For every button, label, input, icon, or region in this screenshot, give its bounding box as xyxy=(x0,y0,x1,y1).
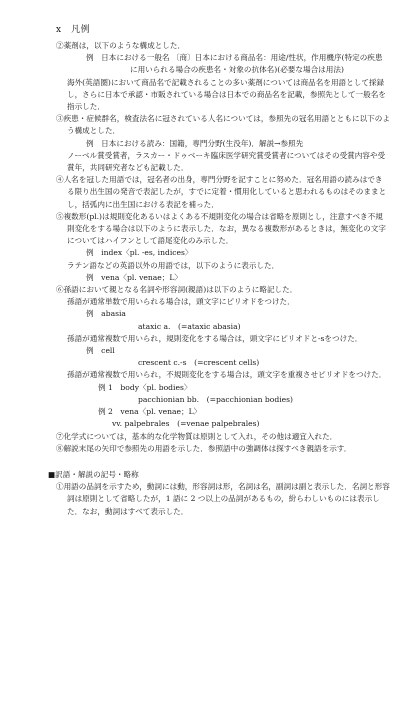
page-content xyxy=(48,40,390,518)
text-paragraph: ①用語の品詞を示すため，動詞には動，形容詞は形，名詞は名，副詞は副と表示した．名詞と形容詞は原則として省略したが，1 語に 2 つ以上の品詞があるもの，紛らわしいものには表示した．なお，動詞はすべて表示した． xyxy=(56,482,390,516)
text-paragraph: crescent c.-s (=crescent cells) xyxy=(138,358,260,368)
page-header: x 凡例 xyxy=(56,25,91,35)
text-paragraph: 例 index〈pl. -es, indices〉 xyxy=(86,248,193,258)
text-paragraph: ラテン語などの英語以外の用語では，以下のように表示した． xyxy=(67,260,280,270)
text-paragraph: 例 vena〈pl. venae；L〉 xyxy=(86,272,183,282)
section-heading: ■訳語・解説の記号・略称 xyxy=(48,469,139,479)
text-paragraph: ⑦化学式については，基本的な化学物質は原則として入れ，その他は適宜入れた． xyxy=(56,431,338,441)
text-paragraph: ataxic a. (=ataxic abasia) xyxy=(138,321,241,331)
text-paragraph: 例 2 vena〈pl. venae；L〉 xyxy=(98,407,202,417)
text-paragraph: 例 日本における一般名 〔商〕日本における商品名：用途/性状，作用機序(特定の疾患に用いられる場合の疾患名・対象の抗体名)(必要な場合は用法) xyxy=(86,53,383,75)
section-body-text xyxy=(56,481,390,518)
text-paragraph: 例 日本における読み：国籍，専門分野(生没年)．解説→参照先 xyxy=(86,138,304,148)
text-paragraph: 海外(英語圏)において商品名で記載されることの多い薬剤については商品名を用語として採録し，さらに日本で承認・市販されている場合は日本での商品名を記載，参照先として一般名を指示した． xyxy=(67,77,386,112)
text-paragraph: ③疾患・症候群名，検査法名に冠されている人名については，参照先の冠名用語とともに以下のよう構成とした． xyxy=(56,114,390,136)
text-paragraph: pacchionian bb. (=pacchionian bodies) xyxy=(138,394,294,404)
text-paragraph: 孫語が通常複数で用いられ，不規則変化をする場合は，頭文字を重複させピリオドをつけた． xyxy=(67,370,387,380)
text-paragraph: 孫語が通常複数で用いられ，規則変化をする場合は，頭文字にピリオドと-sをつけた． xyxy=(67,333,363,343)
text-paragraph: 例 1 body〈pl. bodies〉 xyxy=(98,382,192,392)
text-paragraph: ⑧解説末尾の矢印で参照先の用語を示した．参照語中の強調体は探すべき親語を示す． xyxy=(56,443,352,453)
text-paragraph: vv. palpebrales (=venae palpebrales) xyxy=(112,419,260,429)
text-paragraph: ⑤複数形(pl.)は規則変化あるいはよくある不規則変化の場合は省略を原則とし，注意すべき不規則変化をする場合は以下のように表示した．なお，異なる複数形があるときは，無変化の文字についてはハイフンとして語尾変化のみ示した． xyxy=(56,211,386,246)
text-paragraph: 例 abasia xyxy=(86,309,126,319)
section-gap xyxy=(56,455,390,469)
text-paragraph: ②薬剤は，以下のような構成とした． xyxy=(56,41,186,50)
text-paragraph: ノーベル賞受賞者，ラスカー・ドゥベーキ臨床医学研究賞受賞者についてはその受賞内容や受賞年，共同研究者なども記載した． xyxy=(67,150,386,173)
text-paragraph: ⑥孫語において親となる名詞や形容詞(親語)は以下のように略記した． xyxy=(56,285,298,295)
text-paragraph: 孫語が通常単数で用いられる場合は，頭文字にピリオドをつけた． xyxy=(67,297,295,307)
text-paragraph: ④人名を冠した用語では，冠名者の出身，専門分野を記すことに努めた．冠名用語の読みはできる限り出生国の発音で表記したが，すでに定着・慣用化していると思われるものはそのままとし，括弧内に出生国における表記を補った． xyxy=(56,175,387,209)
body-text xyxy=(56,40,390,455)
text-paragraph: 例 cell xyxy=(86,346,115,356)
